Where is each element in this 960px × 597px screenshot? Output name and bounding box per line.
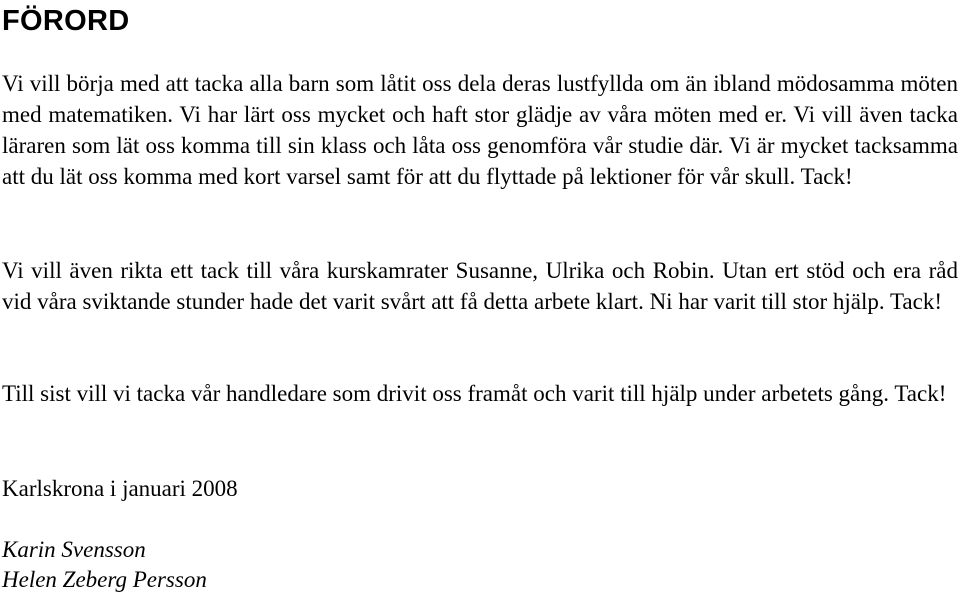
paragraph-thanks-supervisor: Till sist vill vi tacka vår handledare som drivit oss framåt och varit till hjälp under arbetets gång. Tack!: [2, 381, 947, 406]
signature-author-2: Helen Zeberg Persson: [2, 567, 207, 592]
signature-author-1: Karin Svensson: [2, 537, 146, 562]
place-and-date: Karlskrona i januari 2008: [2, 476, 238, 501]
paragraph-thanks-classmates: Vi vill även rikta ett tack till våra kurskamrater Susanne, Ulrika och Robin. Utan ert stöd och era råd vid våra sviktande stunder hade det varit svårt att få detta arbete klart. Ni har varit till stor hjälp. Tack!: [2, 258, 958, 314]
paragraph-thanks-children: Vi vill börja med att tacka alla barn som låtit oss dela deras lustfyllda om än ibland mödosamma möten med matematiken. Vi har lärt oss mycket och haft stor glädje av våra möten med er. Vi vill även tacka läraren som lät oss komma till sin klass och låta oss genomföra vår studie där. Vi är mycket tacksamma att du lät oss komma med kort varsel samt för att du flyttade på lektioner för vår skull. Tack!: [2, 71, 958, 189]
page-title: FÖRORD: [2, 5, 130, 37]
